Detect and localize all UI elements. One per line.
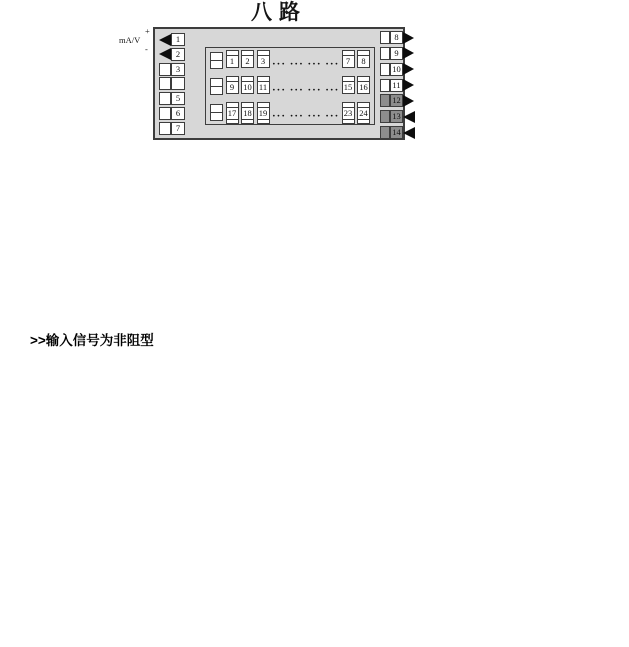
inner-terminal-number: 19 [257,107,270,120]
terminal-8 [380,31,414,44]
instrument-body [119,26,405,140]
terminal-tab [380,31,390,44]
inner-terminal [257,76,270,94]
terminal-tab [380,47,390,60]
inner-terminal-number: 9 [226,81,239,94]
terminal-9 [380,47,414,60]
terminal-12 [380,94,414,107]
terminal-tab [159,63,171,76]
output-arrow-icon [403,79,414,91]
blank-terminal [210,78,223,95]
terminal-number: 2 [171,48,185,61]
inner-terminal-number: 18 [241,107,254,120]
inner-terminal-number: 2 [241,55,254,68]
ellipsis-dots: ··· ··· ··· ··· [272,60,339,68]
terminal-cap [342,119,355,124]
signal-input-arrow-icon [159,48,171,60]
blank-cell [210,86,223,95]
inner-terminal [241,102,254,124]
terminal-number: 5 [171,92,185,105]
inner-terminal [357,102,370,124]
terminal-number: 7 [171,122,185,135]
inner-terminal [241,50,254,68]
diagram-title: 八路 [251,0,307,24]
terminal-number: 6 [171,107,185,120]
terminal-tab [380,94,390,107]
output-arrow-icon [403,95,414,107]
terminal-3 [159,63,185,76]
terminal-number: 3 [171,63,185,76]
inner-terminal [342,50,355,68]
terminal-number: 8 [390,31,403,44]
polarity-minus-label: - [145,44,148,54]
terminal-tab [159,92,171,105]
inner-terminal [342,102,355,124]
terminal-2 [159,48,185,61]
terminal-tab [159,77,171,90]
terminal-1 [159,33,185,46]
terminal-number [171,77,185,90]
signal-input-arrow-icon [159,34,171,46]
output-arrow-icon [403,63,414,75]
terminal-number: 9 [390,47,403,60]
terminal-block [205,47,375,125]
inner-terminal-number: 11 [257,81,270,94]
terminal-10 [380,63,414,76]
signal-type-label: mA/V [119,35,141,45]
output-arrow-icon [403,47,414,59]
inner-terminal-number: 7 [342,55,355,68]
terminal-number: 13 [390,110,403,123]
terminal-tab [380,63,390,76]
power-input-arrow-icon [403,127,415,139]
inner-terminal [226,50,239,68]
terminal-row [210,50,370,69]
inner-terminal-number: 17 [226,107,239,120]
inner-terminal-number: 10 [241,81,254,94]
inner-terminal [357,50,370,68]
output-arrow-icon [403,32,414,44]
terminal-cap [357,119,370,124]
terminal-11 [380,79,414,92]
terminal-tab [380,79,390,92]
terminal-cap [241,119,254,124]
section-heading: >>输入信号为非阻型 [30,333,154,348]
terminal-5 [159,92,185,105]
inner-terminal [257,50,270,68]
terminal-14 [380,126,415,139]
inner-terminal [226,76,239,94]
inner-terminal [241,76,254,94]
inner-terminal-number: 23 [342,107,355,120]
terminal-number: 14 [390,126,403,139]
inner-terminal [226,102,239,124]
ellipsis-dots: ··· ··· ··· ··· [272,86,339,94]
inner-terminal [342,76,355,94]
terminal-tab [380,126,390,139]
terminal-cap [257,119,270,124]
blank-terminal [210,104,223,121]
terminal-blank [159,77,185,90]
terminal-7 [159,122,185,135]
blank-cell [210,60,223,69]
inner-terminal-number: 24 [357,107,370,120]
polarity-plus-label: + [145,26,150,36]
ellipsis-dots: ··· ··· ··· ··· [272,112,339,120]
power-input-arrow-icon [403,111,415,123]
inner-terminal [357,76,370,94]
inner-terminal-number: 1 [226,55,239,68]
terminal-tab [159,107,171,120]
terminal-6 [159,107,185,120]
blank-cell [210,112,223,121]
terminal-number: 11 [390,79,403,92]
inner-terminal-number: 16 [357,81,370,94]
terminal-number: 10 [390,63,403,76]
terminal-cap [226,119,239,124]
inner-terminal-number: 15 [342,81,355,94]
terminal-tab [159,122,171,135]
inner-terminal-number: 3 [257,55,270,68]
terminal-tab [380,110,390,123]
terminal-13 [380,110,415,123]
terminal-number: 12 [390,94,403,107]
inner-terminal-number: 8 [357,55,370,68]
terminal-row [210,76,370,95]
blank-terminal [210,52,223,69]
terminal-row [210,102,370,124]
inner-terminal [257,102,270,124]
terminal-number: 1 [171,33,185,46]
